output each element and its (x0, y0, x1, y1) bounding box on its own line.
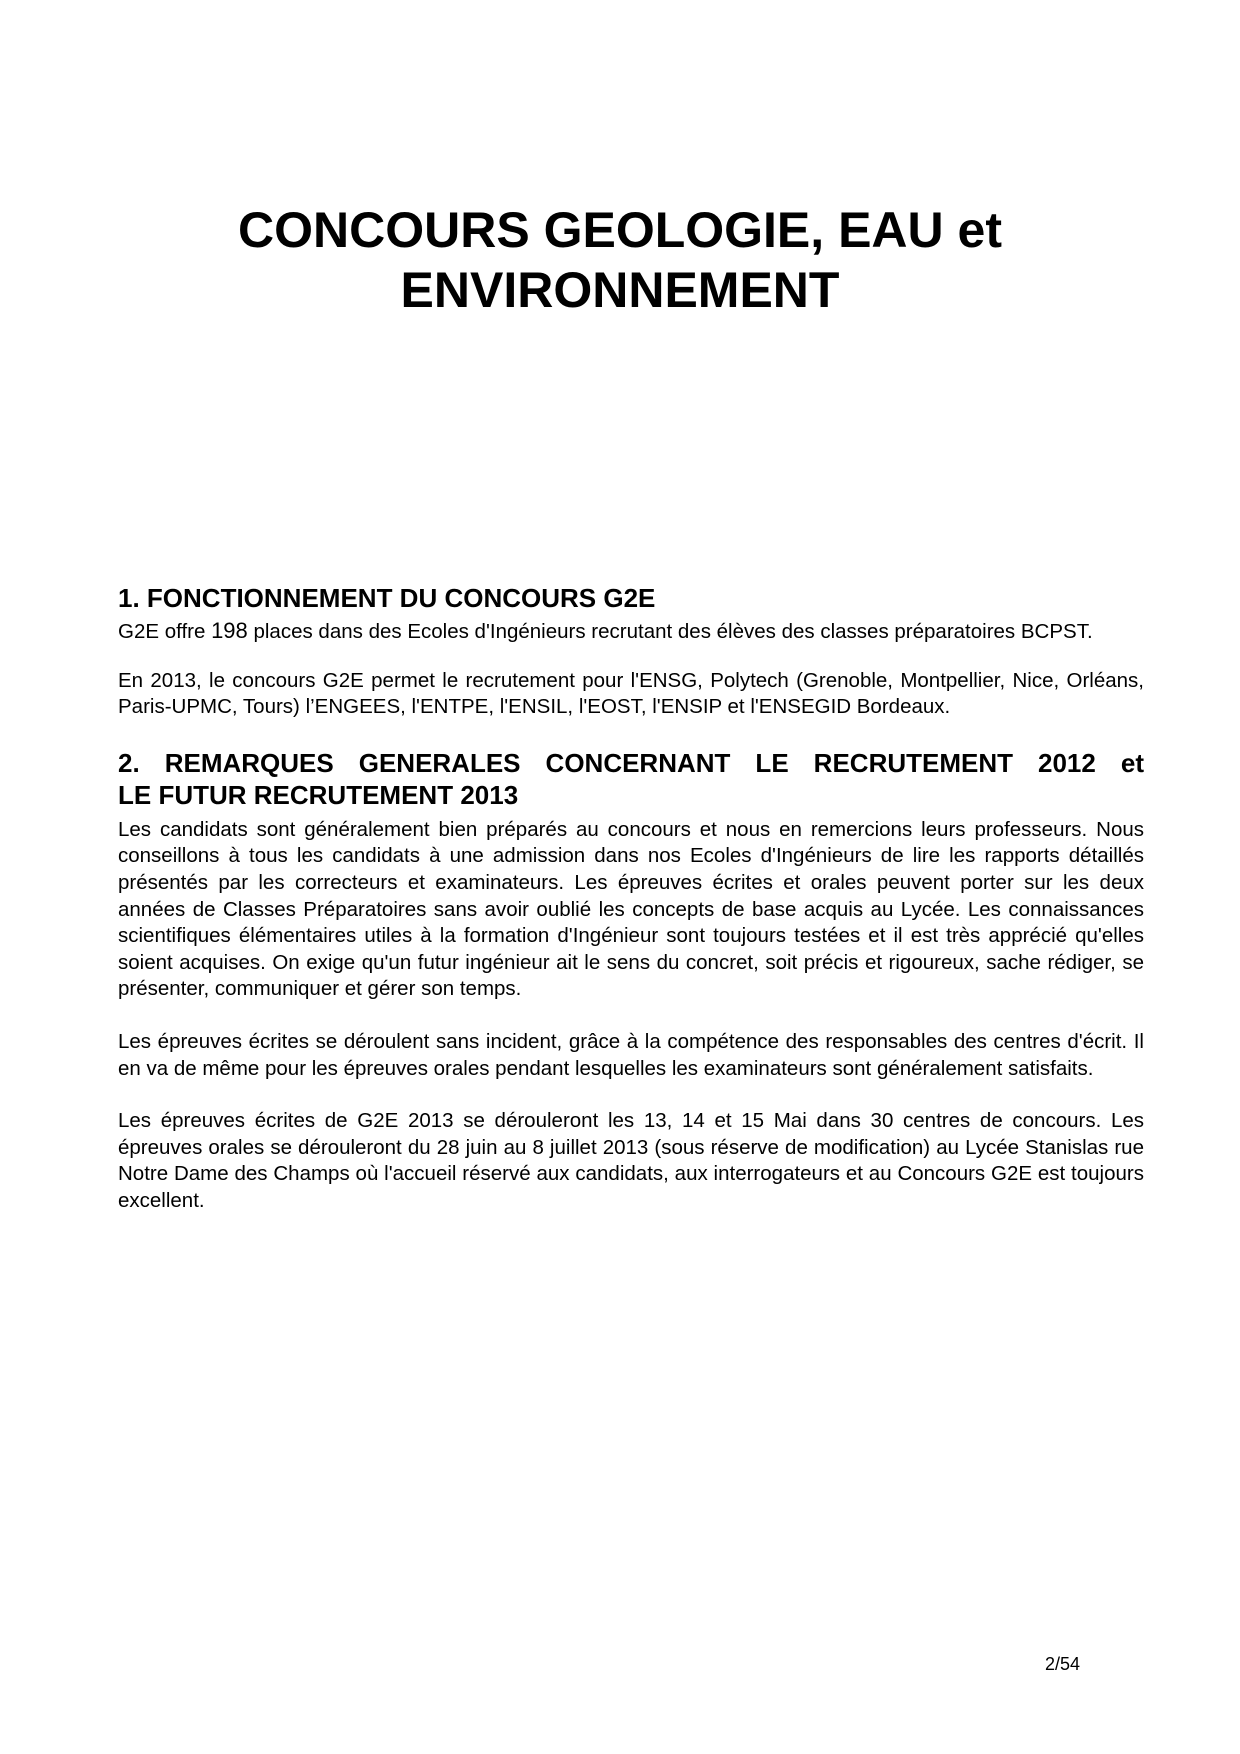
page-number: 2/54 (1044, 1654, 1080, 1674)
document-title (0, 200, 1240, 320)
section-1-p1-after: places dans des Ecoles d'Ingénieurs recrutant des élèves des classes préparatoires BCPST. (247, 620, 1093, 643)
section-1-paragraph-1 (118, 618, 1144, 646)
section-1-p1-before: G2E offre (118, 620, 212, 643)
section-2-heading-line-1: 2. REMARQUES GENERALES CONCERNANT LE RECRUTEMENT 2012 et (118, 747, 1144, 778)
section-2-paragraph-2: Les épreuves écrites se déroulent sans incident, grâce à la compétence des responsables des centres d'écrit. Il en va de même pour les épreuves orales pendant lesquelles les examinateurs sont généralement satisfaits. (118, 1029, 1144, 1080)
places-count: 198 (211, 618, 248, 643)
section-2-heading-line-2: LE FUTUR RECRUTEMENT 2013 (118, 779, 519, 810)
document-title-line-1: CONCOURS GEOLOGIE, EAU et (238, 202, 1002, 258)
document-body (118, 582, 1144, 1241)
section-2-heading (118, 747, 1144, 811)
section-1-heading: 1. FONCTIONNEMENT DU CONCOURS G2E (118, 583, 656, 613)
document-title-line-2: ENVIRONNEMENT (400, 262, 840, 318)
section-2-paragraph-3: Les épreuves écrites de G2E 2013 se dérouleront les 13, 14 et 15 Mai dans 30 centres de concours. Les épreuves orales se dérouleront du 28 juin au 8 juillet 2013 (sous réserve de modification) au Lycée Stanislas rue Notre Dame des Champs où l'accueil réservé aux candidats, aux interrogateurs et au Concours G2E est toujours excellent. (118, 1109, 1144, 1212)
section-1-paragraph-2: En 2013, le concours G2E permet le recrutement pour l'ENSG, Polytech (Grenoble, Montpellier, Nice, Orléans, Paris-UPMC, Tours) l’ENGEES, l'ENTPE, l'ENSIL, l'EOST, l'ENSIP et l'ENSEGID Bordeaux. (118, 668, 1144, 719)
section-2-paragraph-1: Les candidats sont généralement bien préparés au concours et nous en remercions leurs professeurs. Nous conseillons à tous les candidats à une admission dans nos Ecoles d'Ingénieurs de lire les rapports détaillés présentés par les correcteurs et examinateurs. Les épreuves écrites et orales peuvent porter sur les deux années de Classes Préparatoires sans avoir oublié les concepts de base acquis au Lycée. Les connaissances scientifiques élémentaires utiles à la formation d'Ingénieur sont toujours testées et il est très apprécié qu'elles soient acquises. On exige qu'un futur ingénieur ait le sens du concret, soit précis et rigoureux, sache rédiger, se présenter, communiquer et gérer son temps. (118, 817, 1144, 1001)
